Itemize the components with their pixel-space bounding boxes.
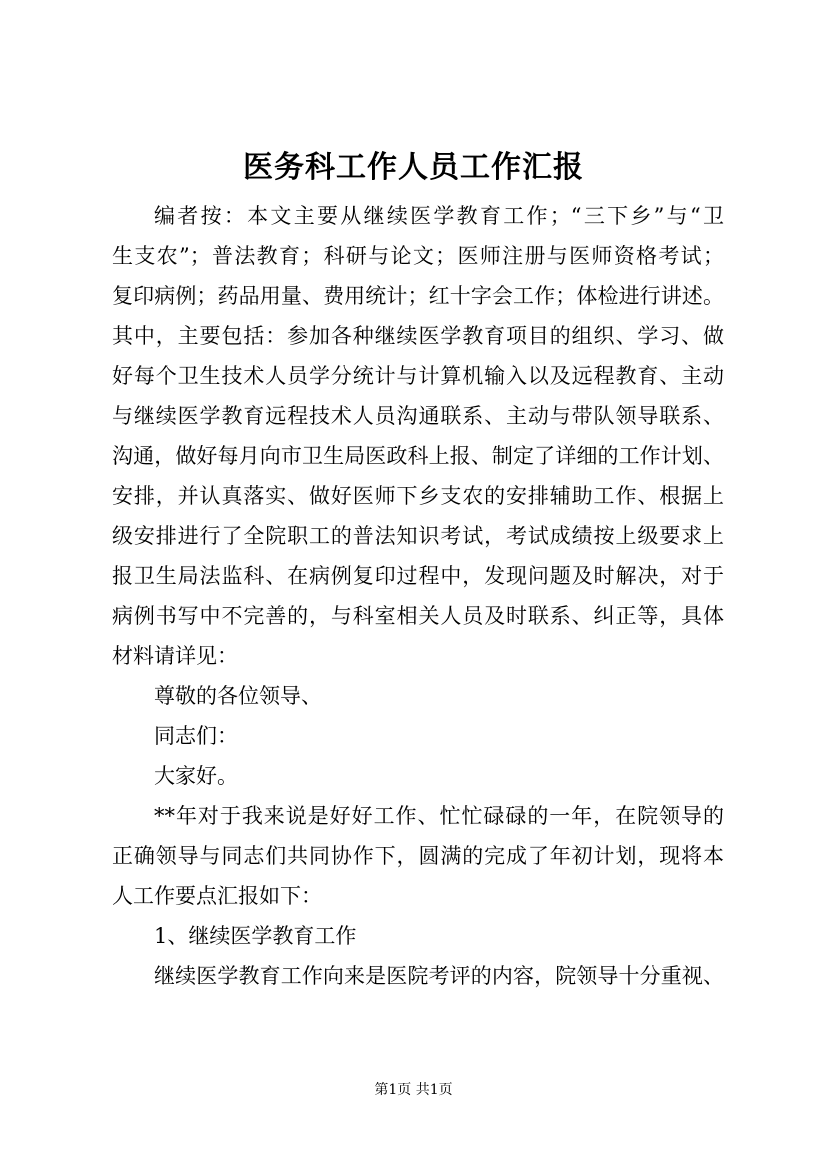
text-line: 复印病例；药品用量、费用统计；红十字会工作；体检进行讲述。 <box>112 284 724 308</box>
text-line: 生支农”；普法教育；科研与论文；医师注册与医师资格考试； <box>112 244 724 268</box>
text-line: 编者按：本文主要从继续医学教育工作；“三下乡”与“卫 <box>154 204 724 228</box>
text-line: 材料请详见： <box>112 644 238 668</box>
text-line: 与继续医学教育远程技术人员沟通联系、主动与带队领导联系、 <box>112 404 724 428</box>
text-line: 安排，并认真落实、做好医师下乡支农的安排辅助工作、根据上 <box>112 484 724 508</box>
section-heading: 1、继续医学教育工作 <box>154 924 357 948</box>
page-footer: 第1页 共1页 <box>374 1082 453 1098</box>
text-line: 正确领导与同志们共同协作下，圆满的完成了年初计划，现将本 <box>112 844 724 868</box>
text-line: **年对于我来说是好好工作、忙忙碌碌的一年，在院领导的 <box>154 804 724 828</box>
text-line: 好每个卫生技术人员学分统计与计算机输入以及远程教育、主动 <box>112 364 724 388</box>
text-line: 继续医学教育工作向来是医院考评的内容，院领导十分重视、 <box>154 964 724 988</box>
salutation-line: 同志们： <box>154 724 238 748</box>
text-line: 沟通，做好每月向市卫生局医政科上报、制定了详细的工作计划、 <box>112 444 724 468</box>
salutation-line: 尊敬的各位领导、 <box>154 684 322 708</box>
document-title: 医务科工作人员工作汇报 <box>243 150 584 185</box>
text-line: 人工作要点汇报如下： <box>112 884 322 908</box>
text-line: 报卫生局法监科、在病例复印过程中，发现问题及时解决，对于 <box>112 564 724 588</box>
text-line: 病例书写中不完善的，与科室相关人员及时联系、纠正等，具体 <box>112 604 724 628</box>
document-body <box>112 196 724 996</box>
greeting-line: 大家好。 <box>154 764 238 788</box>
text-line: 其中，主要包括：参加各种继续医学教育项目的组织、学习、做 <box>112 324 724 348</box>
text-line: 级安排进行了全院职工的普法知识考试，考试成绩按上级要求上 <box>112 524 724 548</box>
